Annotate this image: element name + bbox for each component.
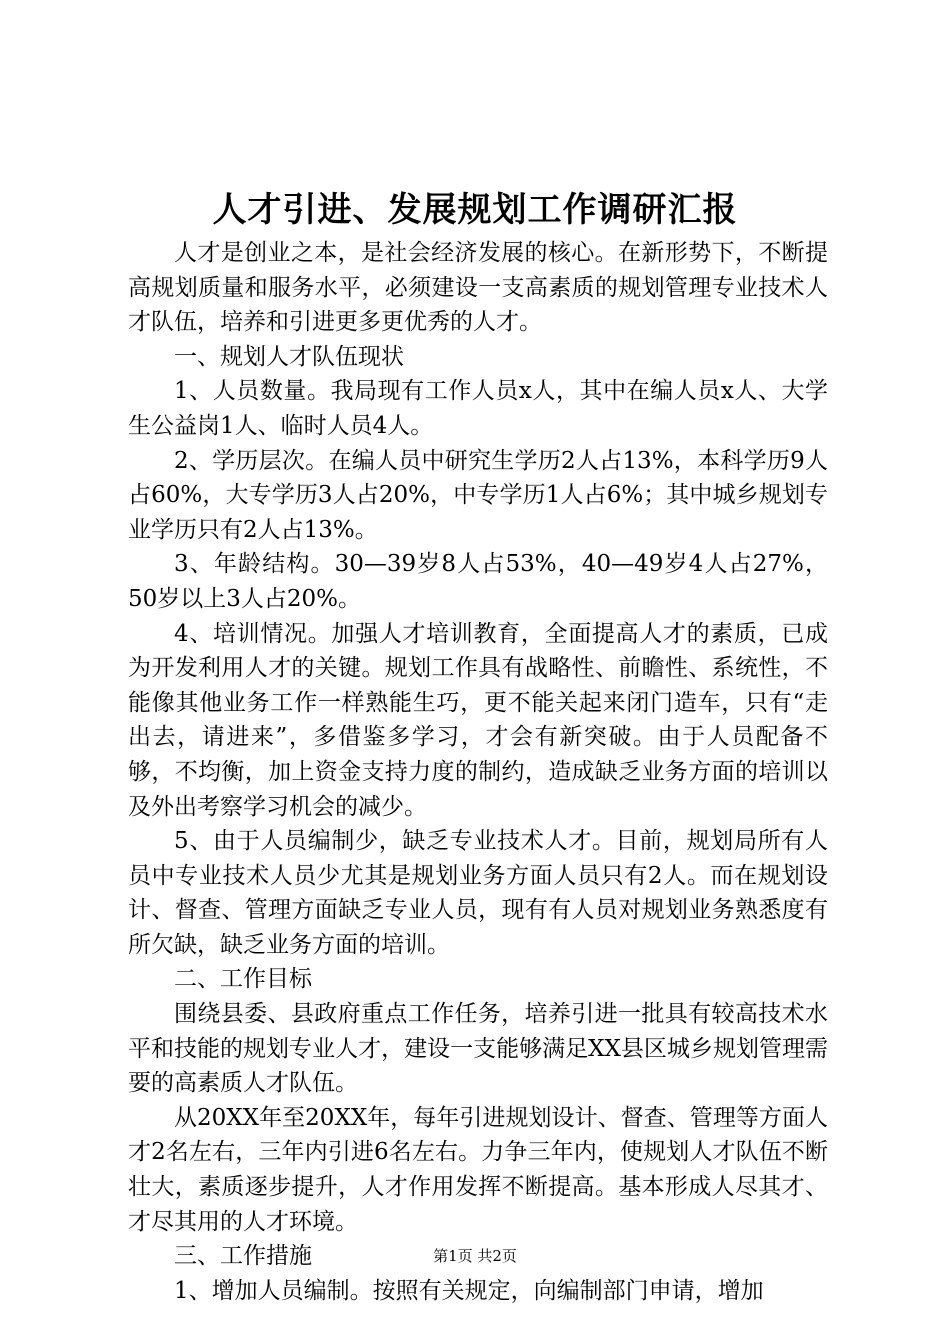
paragraph-measure-1: 1、增加人员编制。按照有关规定，向编制部门申请，增加 <box>174 1277 764 1304</box>
intro-paragraph: 人才是创业之本，是社会经济发展的核心。在新形势下，不断提高规划质量和服务水平，必须建设一支高素质的规划管理专业技术人才队伍，培养和引进更多更优秀的人才。 <box>128 240 828 336</box>
page-number-footer: 第1页 共2页 <box>433 1247 517 1265</box>
paragraph-goal: 围绕县委、县政府重点工作任务，培养引进一批具有较高技术水平和技能的规划专业人才，建设一支能够满足XX县区城乡规划管理需要的高素质人才队伍。 <box>128 1001 828 1097</box>
section-heading-2: 二、工作目标 <box>174 966 312 993</box>
paragraph-staffing-shortage: 5、由于人员编制少，缺乏专业技术人才。目前，规划局所有人员中专业技术人员少尤其是规划业务方面人员只有2人。而在规划设计、督查、管理方面缺乏专业人员，现有有人员对规划业务熟悉度有所欠缺，缺乏业务方面的培训。 <box>128 828 828 958</box>
paragraph-staff-count: 1、人员数量。我局现有工作人员x人，其中在编人员x人、大学生公益岗1人、临时人员4人。 <box>128 378 828 439</box>
paragraph-age-structure: 3、年龄结构。30—39岁8人占53%，40—49岁4人占27%，50岁以上3人占20%。 <box>128 551 828 612</box>
document-title: 人才引进、发展规划工作调研汇报 <box>212 190 738 230</box>
paragraph-education: 2、学历层次。在编人员中研究生学历2人占13%，本科学历9人占60%，大专学历3人占20%，中专学历1人占6%；其中城乡规划专业学历只有2人占13%。 <box>128 447 828 543</box>
section-heading-1: 一、规划人才队伍现状 <box>174 343 404 370</box>
section-heading-3: 三、工作措施 <box>174 1243 312 1270</box>
paragraph-training: 4、培训情况。加强人才培训教育，全面提高人才的素质，已成为开发利用人才的关键。规划工作具有战略性、前瞻性、系统性，不能像其他业务工作一样熟能生巧，更不能关起来闭门造车，只有“走出去，请进来”，多借鉴多学习，才会有新突破。由于人员配备不够，不均衡，加上资金支持力度的制约，造成缺乏业务方面的培训以及外出考察学习机会的减少。 <box>128 620 828 820</box>
document-body <box>128 236 828 1308</box>
paragraph-plan: 从20XX年至20XX年，每年引进规划设计、督查、管理等方面人才2名左右，三年内引进6名左右。力争三年内，使规划人才队伍不断壮大，素质逐步提升，人才作用发挥不断提高。基本形成人尽其才、才尽其用的人才环境。 <box>128 1104 828 1235</box>
